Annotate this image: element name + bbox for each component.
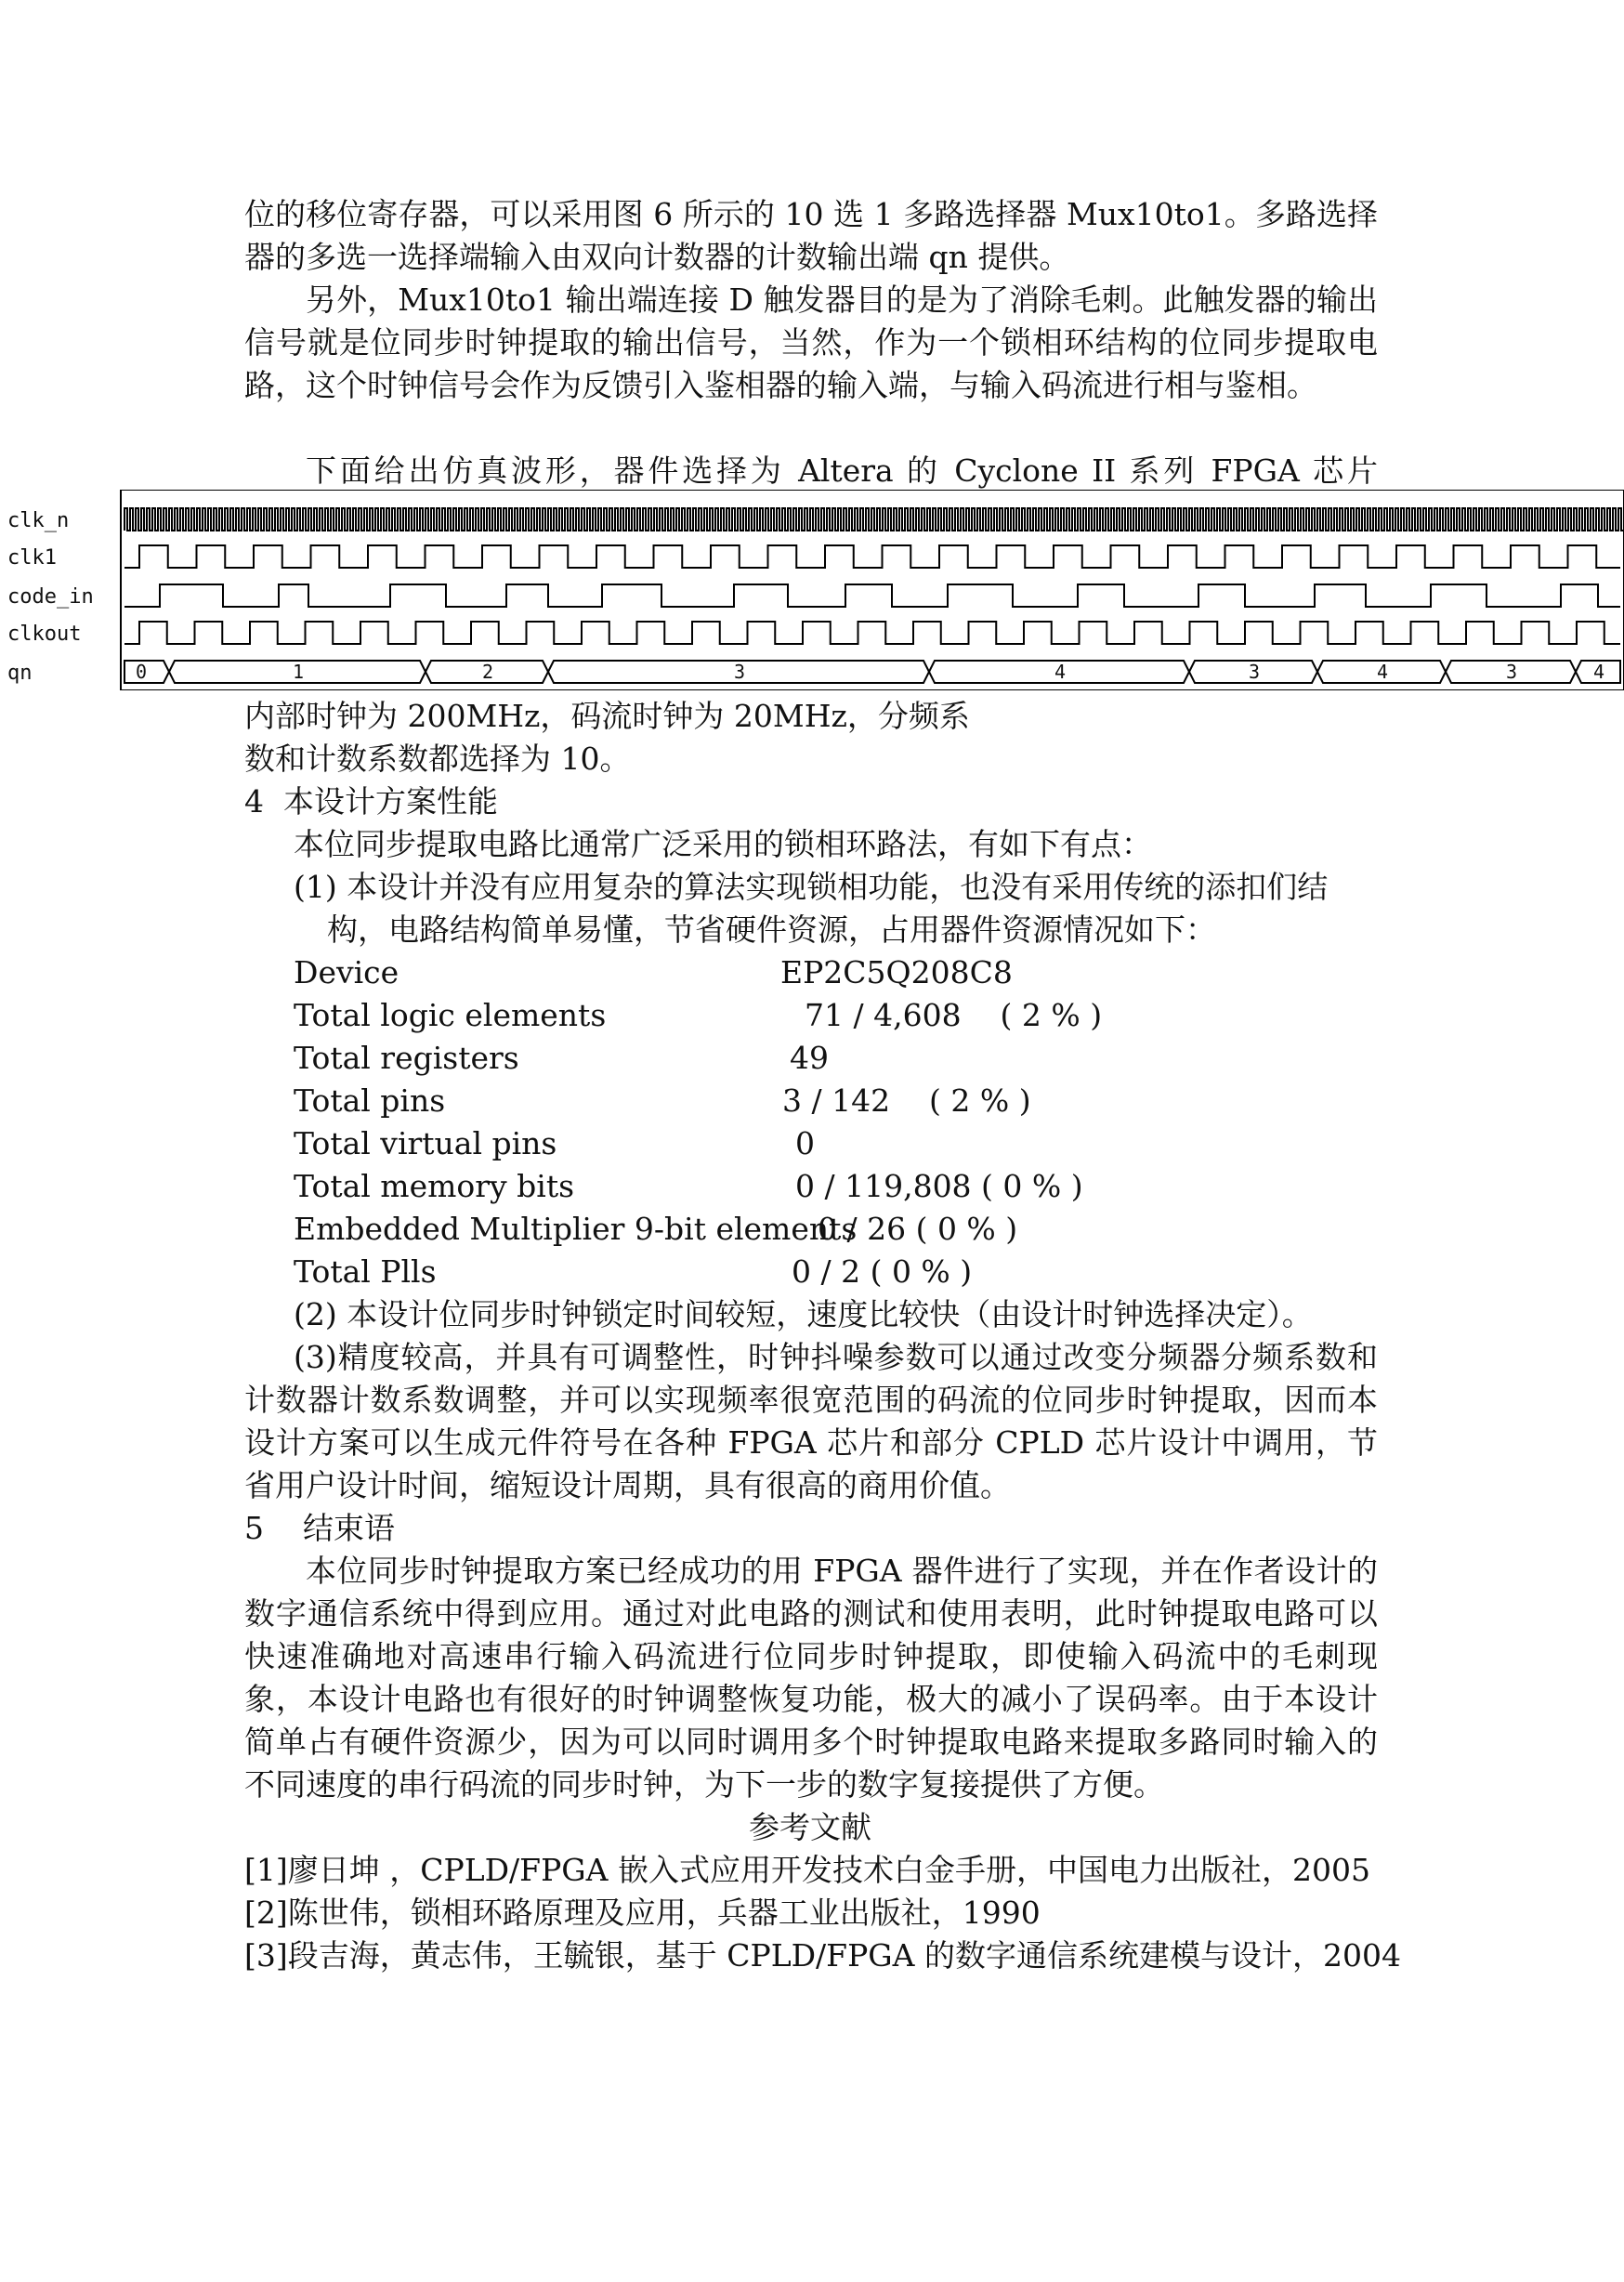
paragraph-dff: 另外，Mux10to1 输出端连接 D 触发器目的是为了消除毛刺。此触发器的输出信号就是位同步时钟提取的输出信号，当然，作为一个锁相环结构的位同步提取电路，这个时钟信号会作为反馈引入鉴相器的输入端，与输入码流进行相与鉴相。 <box>244 282 1378 403</box>
section-5-body: 本位同步时钟提取方案已经成功的用 FPGA 器件进行了实现，并在作者设计的数字通信系统中得到应用。通过对此电路的测试和使用表明，此时钟提取电路可以快速准确地对高速串行输入码流进行位同步时钟提取，即使输入码流中的毛刺现象，本设计电路也有很好的时钟调整恢复功能，极大的减小了误码率。由于本设计简单占有硬件资源少，因为可以同时调用多个时钟提取电路来提取多路同时输入的不同速度的串行码流的同步时钟，为下一步的数字复接提供了方便。 <box>244 1553 1378 1803</box>
resource-value: 0 / 2 ( 0 % ) <box>792 1253 973 1290</box>
item-1-line2: 构，电路结构简单易懂，节省硬件资源，占用器件资源情况如下： <box>327 911 1216 948</box>
resource-value: EP2C5Q208C8 <box>780 954 1013 990</box>
resource-value: 0 / 119,808 ( 0 % ) <box>795 1168 1083 1204</box>
resource-label: Device <box>294 954 399 990</box>
resource-value: 3 / 142 ( 2 % ) <box>782 1082 1031 1119</box>
signal-label-qn: qn <box>7 662 33 685</box>
resource-value: 71 / 4,608 ( 2 % ) <box>805 997 1103 1033</box>
signal-label-clkout: clkout <box>7 623 82 646</box>
resource-label: Total memory bits <box>294 1168 575 1204</box>
clk-n-trace <box>124 508 1624 531</box>
qn-value-label: 0 <box>136 661 148 683</box>
references-title: 参考文献 <box>749 1809 871 1845</box>
reference-item: [2]陈世伟，锁相环路原理及应用，兵器工业出版社，1990 <box>244 1895 1041 1931</box>
qn-value-label: 3 <box>1506 661 1518 683</box>
resource-label: Total registers <box>294 1040 519 1076</box>
resource-value: 49 <box>790 1040 829 1076</box>
resource-label: Total virtual pins <box>294 1125 557 1161</box>
paragraph-clock-line2: 数和计数系数都选择为 10。 <box>244 741 631 777</box>
section-4-intro: 本位同步提取电路比通常广泛采用的锁相环路法，有如下有点： <box>294 826 1152 862</box>
item-3: (3)精度较高，并具有可调整性，时钟抖噪参数可以通过改变分频器分频系数和计数器计数系数调整，并可以实现频率很宽范围的码流的位同步时钟提取，因而本设计方案可以生成元件符号在各种 FPGA 芯片和部分 CPLD 芯片设计中调用，节省用户设计时间，缩短设计周期，具有很高的商用价值。 <box>244 1339 1378 1503</box>
item-2: (2) 本设计位同步时钟锁定时间较短，速度比较快（由设计时钟选择决定）。 <box>294 1296 1313 1332</box>
paragraph-mux: 位的移位寄存器，可以采用图 6 所示的 10 选 1 多路选择器 Mux10to1。多路选择器的多选一选择端输入由双向计数器的计数输出端 qn 提供。 <box>244 196 1378 275</box>
qn-value-label: 4 <box>1593 661 1605 683</box>
resource-label: Total Plls <box>294 1253 437 1290</box>
qn-value-label: 3 <box>734 661 746 683</box>
qn-value-label: 2 <box>482 661 494 683</box>
qn-value-label: 4 <box>1054 661 1067 683</box>
qn-value-label: 3 <box>1249 661 1261 683</box>
resource-label: Total pins <box>294 1082 446 1119</box>
paragraph-clock-line1: 内部时钟为 200MHz，码流时钟为 20MHz，分频系 <box>244 698 970 734</box>
signal-label-clk-n: clk_n <box>7 509 70 532</box>
section-4-title: 4 本设计方案性能 <box>244 783 498 820</box>
resource-label: Total logic elements <box>294 997 607 1033</box>
resource-value: 0 <box>795 1125 815 1161</box>
paragraph-sim-intro: 下面给出仿真波形，器件选择为 Altera 的 Cyclone II 系列 FPGA 芯片 <box>306 452 1378 489</box>
simulation-waveform <box>0 490 1624 690</box>
section-5-title: 5 结束语 <box>244 1510 395 1546</box>
reference-item: [3]段吉海，黄志伟，王毓银，基于 CPLD/FPGA 的数字通信系统建模与设计，2004 <box>244 1937 1401 1974</box>
resource-label: Embedded Multiplier 9-bit elements <box>294 1211 858 1247</box>
resource-value: 0 / 26 ( 0 % ) <box>818 1211 1018 1247</box>
qn-value-label: 4 <box>1377 661 1389 683</box>
qn-value-label: 1 <box>293 661 305 683</box>
item-1-line1: (1) 本设计并没有应用复杂的算法实现锁相功能，也没有采用传统的添扣们结 <box>294 869 1329 905</box>
waveform-svg <box>0 490 1624 690</box>
reference-item: [1]廖日坤 ，CPLD/FPGA 嵌入式应用开发技术白金手册，中国电力出版社，2005 <box>244 1852 1370 1888</box>
signal-label-clk1: clk1 <box>7 546 57 570</box>
signal-label-code-in: code_in <box>7 585 94 609</box>
